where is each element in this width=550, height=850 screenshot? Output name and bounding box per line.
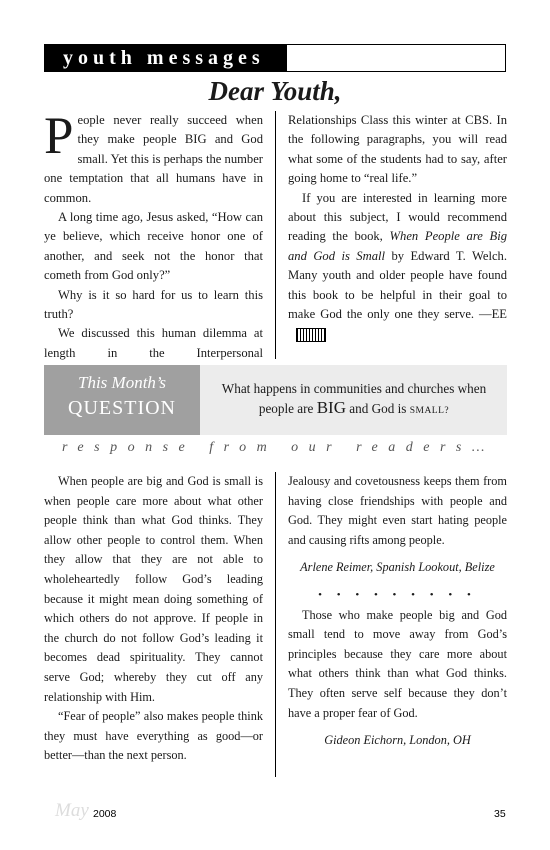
response-attribution: Gideon Eichorn, London, OH (324, 733, 471, 748)
article-paragraph: eople never really succeed when they make people BIG and God small. Yet this is perhaps the number one temptation that all humans have in common. (44, 113, 263, 205)
responses-column-right (288, 472, 507, 751)
signature-icon (296, 328, 326, 342)
question-box (44, 365, 507, 435)
article-paragraph: If you are interested in learning more about this subject, I would recommend reading the book, When People are Big and God is Small by Edward T. Welch. Many youth and older people have found this book to be helpful in their goal to make God the only one they serve. —EE (288, 189, 507, 344)
article-paragraph: We discussed this human dilemma at length in the Interpersonal (44, 326, 263, 360)
section-tag: youth messages (45, 45, 287, 71)
section-header-bar (44, 44, 506, 72)
article-paragraph: A long time ago, Jesus asked, “How can ye believe, which receive honor one of another, and seek not the honor that cometh from God only?” (44, 210, 263, 283)
responses-heading: response from our readers… (62, 440, 495, 455)
response-attribution: Arlene Reimer, Spanish Lookout, Belize (300, 560, 495, 575)
column-divider (275, 111, 276, 359)
article-paragraph: Relationships Class this winter at CBS. In the following paragraphs, you will read what some of the students had to say, after going home to “real life.” (288, 113, 507, 186)
question-text: What happens in communities and churches when people are BIG and God is SMALL? (221, 381, 487, 417)
response-paragraph: When people are big and God is small is when people care more about what other people think than what God thinks. They allow other people to control them. When they allow that they are not able to wholeheartedly follow God’s leading because it might mean doing something of which others do not approve. If people in the church do not follow God’s leading it becomes dead spirituality. They cannot serve God; whereby they cut off any relationship with Him. (44, 474, 263, 704)
response-paragraph: “Fear of people” also makes people think they must have everything as good—or better—than the next person. (44, 709, 263, 763)
article-column-left (44, 107, 263, 363)
separator-dots: • • • • • • • • • (318, 588, 477, 601)
responses-column-left (44, 472, 263, 766)
article-paragraph: Why is it so hard for us to learn this truth? (44, 287, 263, 322)
page-title: Dear Youth, (208, 76, 342, 106)
response-paragraph: Those who make people big and God small tend to move away from God’s principles because they care more about what others think than what God thinks. They often serve self because they don’t have a proper fear of God. (288, 607, 507, 720)
footer-year: 2008 (93, 808, 117, 820)
column-divider (275, 472, 276, 777)
page-number: 35 (494, 808, 506, 820)
article-column-right (288, 111, 507, 344)
question-label: This Month’s QUESTION (44, 365, 200, 435)
response-paragraph: Jealousy and covetousness keeps them from having close friendships with people and God. They might even start hating people and causing rifts among people. (288, 474, 507, 547)
drop-cap: P (44, 107, 74, 165)
book-title: When People are Big and God is Small (288, 229, 508, 263)
footer-month: May (55, 800, 89, 821)
